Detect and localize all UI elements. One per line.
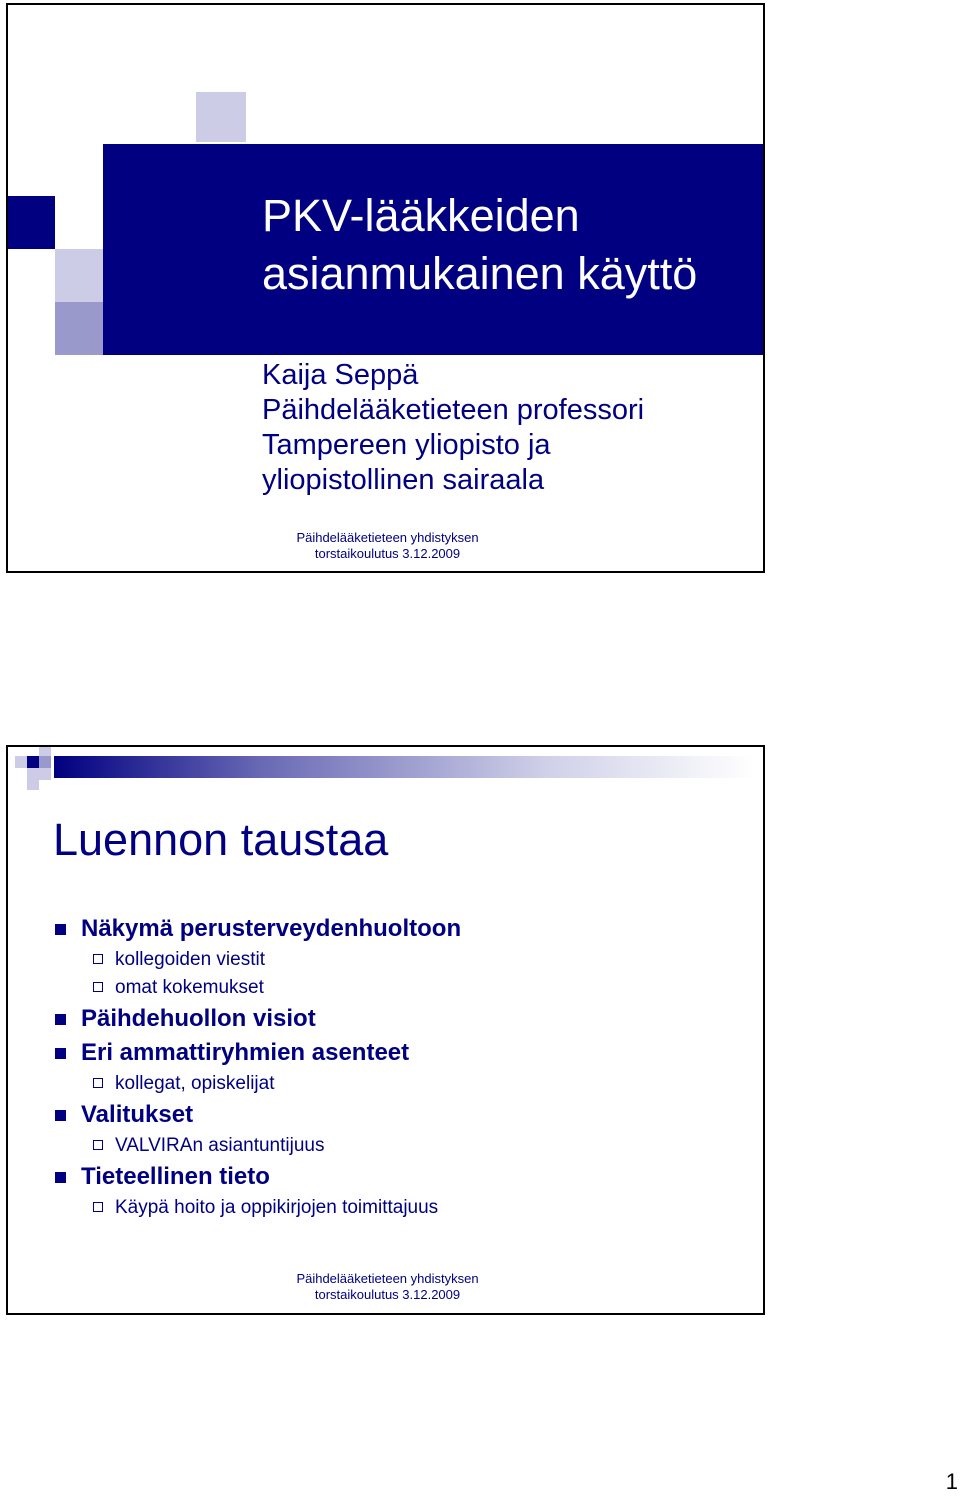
bullet-item: Näkymä perusterveydenhuoltoon (53, 912, 753, 946)
decor-square (8, 196, 55, 249)
decor-square (39, 768, 51, 780)
bullet-item: Valitukset (53, 1098, 753, 1132)
page-number: 1 (945, 1469, 958, 1494)
header-gradient-bar (54, 756, 754, 778)
slide-title: Luennon taustaa (53, 814, 389, 865)
title-line: asianmukainen käyttö (262, 248, 698, 299)
decor-square (27, 780, 39, 790)
author-position: Päihdelääketieteen professori (262, 394, 645, 426)
slide-title (262, 187, 697, 303)
decor-square (39, 747, 51, 756)
bullet-item: Tieteellinen tieto (53, 1160, 753, 1194)
sub-bullet-item: VALVIRAn asiantuntijuus (53, 1132, 753, 1160)
title-line: PKV-lääkkeiden (262, 190, 580, 241)
author-affiliation: yliopistollinen sairaala (262, 464, 545, 496)
slide-footer (8, 1271, 765, 1303)
title-slide (6, 3, 765, 573)
decor-square (27, 756, 39, 768)
author-affiliation: Tampereen yliopisto ja (262, 429, 551, 461)
decor-square (196, 92, 246, 142)
sub-bullet-item: Käypä hoito ja oppikirjojen toimittajuus (53, 1194, 753, 1222)
footer-line: Päihdelääketieteen yhdistyksen (296, 530, 479, 545)
decor-square (55, 302, 103, 355)
bullet-item: Eri ammattiryhmien asenteet (53, 1036, 753, 1070)
bullet-item: Päihdehuollon visiot (53, 1002, 753, 1036)
sub-bullet-item: kollegoiden viestit (53, 946, 753, 974)
author-name: Kaija Seppä (262, 359, 419, 391)
slide-footer (8, 530, 765, 562)
decor-square (15, 756, 27, 768)
footer-line: Päihdelääketieteen yhdistyksen (296, 1271, 479, 1286)
sub-bullet-item: kollegat, opiskelijat (53, 1070, 753, 1098)
content-slide (6, 745, 765, 1315)
footer-line: torstaikoulutus 3.12.2009 (314, 546, 461, 561)
author-block (262, 358, 644, 498)
decor-square (27, 768, 39, 780)
footer-line: torstaikoulutus 3.12.2009 (314, 1287, 461, 1302)
decor-square (55, 249, 103, 302)
bullet-list (53, 912, 753, 1222)
sub-bullet-item: omat kokemukset (53, 974, 753, 1002)
decor-square (39, 756, 51, 768)
